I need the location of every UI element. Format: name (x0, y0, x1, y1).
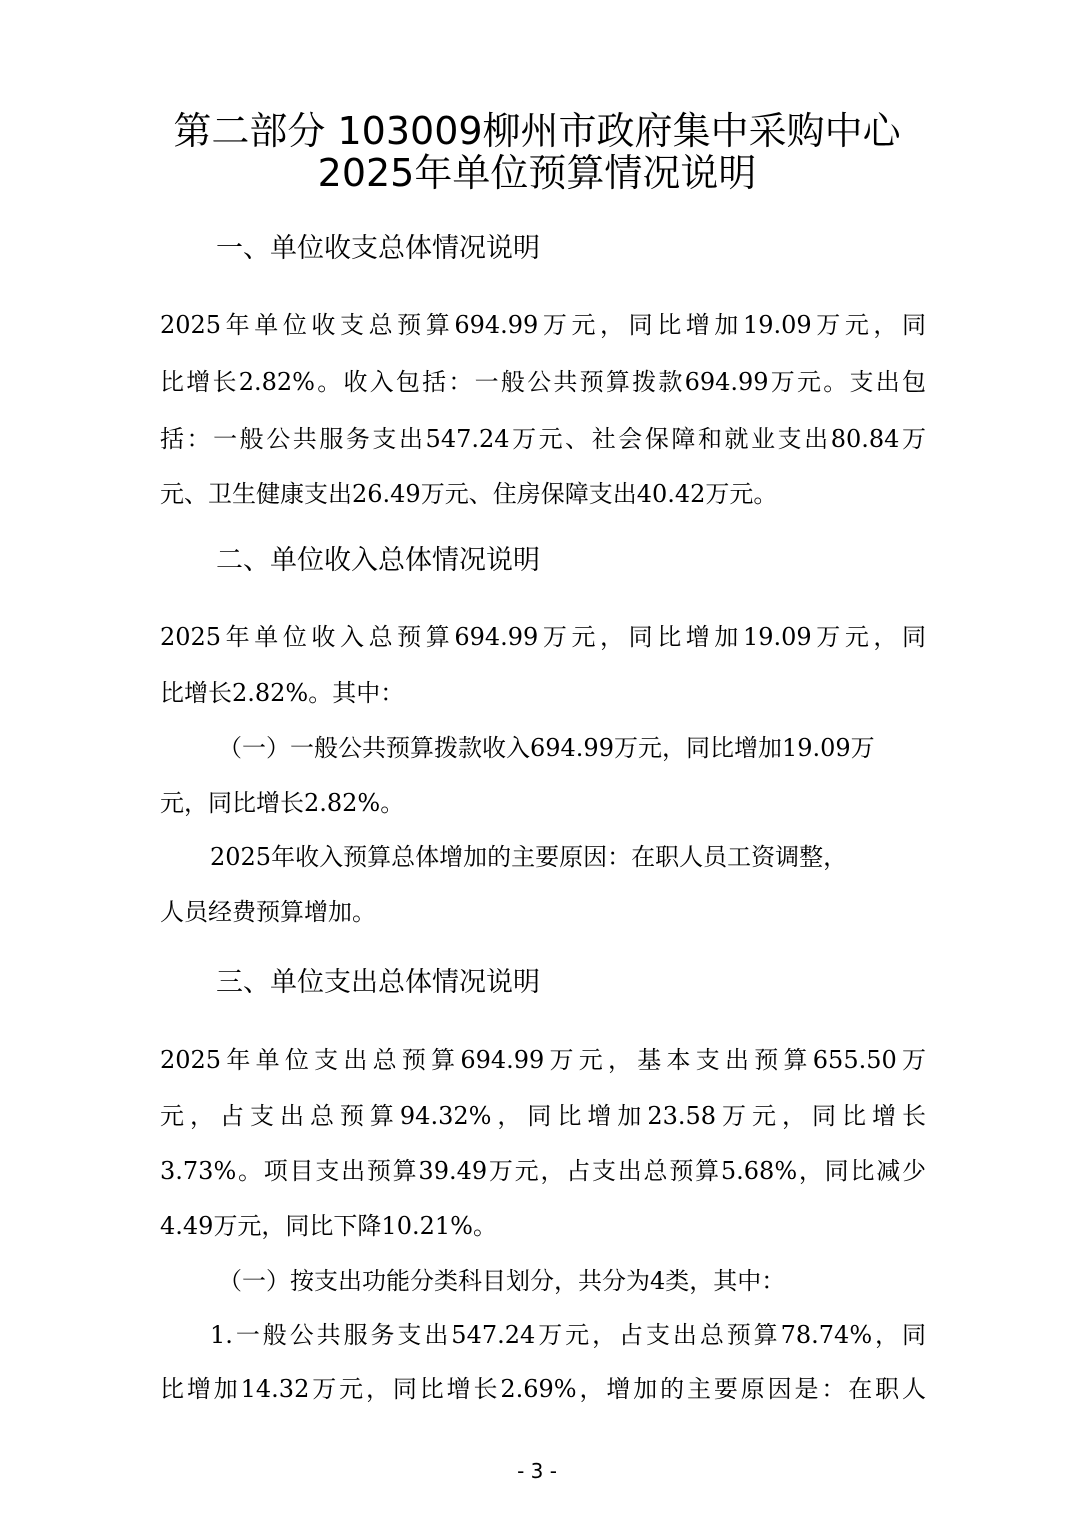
document-title-line-1: 第二部分 103009柳州市政府集中采购中心 (173, 109, 901, 153)
paragraph-line: （一）按支出功能分类科目划分，共分为4类，其中： (218, 1267, 786, 1295)
paragraph-line: 比增长2.82%。收入包括：一般公共预算拨款694.99万元。支出包 (160, 368, 926, 396)
paragraph-line: 2025年收入预算总体增加的主要原因：在职人员工资调整， (210, 843, 848, 871)
paragraph-line: 2025年单位收支总预算694.99万元，同比增加19.09万元，同 (160, 311, 926, 339)
paragraph-line: 1.一般公共服务支出547.24万元，占支出总预算78.74%，同 (210, 1321, 926, 1349)
document-title-line-2: 2025年单位预算情况说明 (317, 151, 757, 195)
page-number: - 3 - (517, 1459, 557, 1483)
paragraph-line: 2025年单位收入总预算694.99万元，同比增加19.09万元，同 (160, 623, 926, 651)
paragraph-line: 比增长2.82%。其中： (160, 679, 405, 707)
section-heading-3: 三、单位支出总体情况说明 (216, 967, 540, 998)
paragraph-line: 3.73%。项目支出预算39.49万元，占支出总预算5.68%，同比减少 (160, 1157, 926, 1185)
paragraph-line: 人员经费预算增加。 (160, 898, 376, 926)
paragraph-line: 比增加14.32万元，同比增长2.69%，增加的主要原因是：在职人 (160, 1375, 926, 1403)
paragraph-line: 元，占支出总预算94.32%，同比增加23.58万元，同比增长 (160, 1102, 926, 1130)
paragraph-line: 括：一般公共服务支出547.24万元、社会保障和就业支出80.84万 (160, 425, 926, 453)
section-heading-1: 一、单位收支总体情况说明 (216, 233, 540, 264)
paragraph-line: 2025年单位支出总预算694.99万元，基本支出预算655.50万 (160, 1046, 926, 1074)
paragraph-line: 元，同比增长2.82%。 (160, 789, 405, 817)
paragraph-line: （一）一般公共预算拨款收入694.99万元，同比增加19.09万 (218, 734, 875, 762)
section-heading-2: 二、单位收入总体情况说明 (216, 545, 540, 576)
paragraph-line: 元、卫生健康支出26.49万元、住房保障支出40.42万元。 (160, 480, 778, 508)
paragraph-line: 4.49万元，同比下降10.21%。 (160, 1212, 497, 1240)
